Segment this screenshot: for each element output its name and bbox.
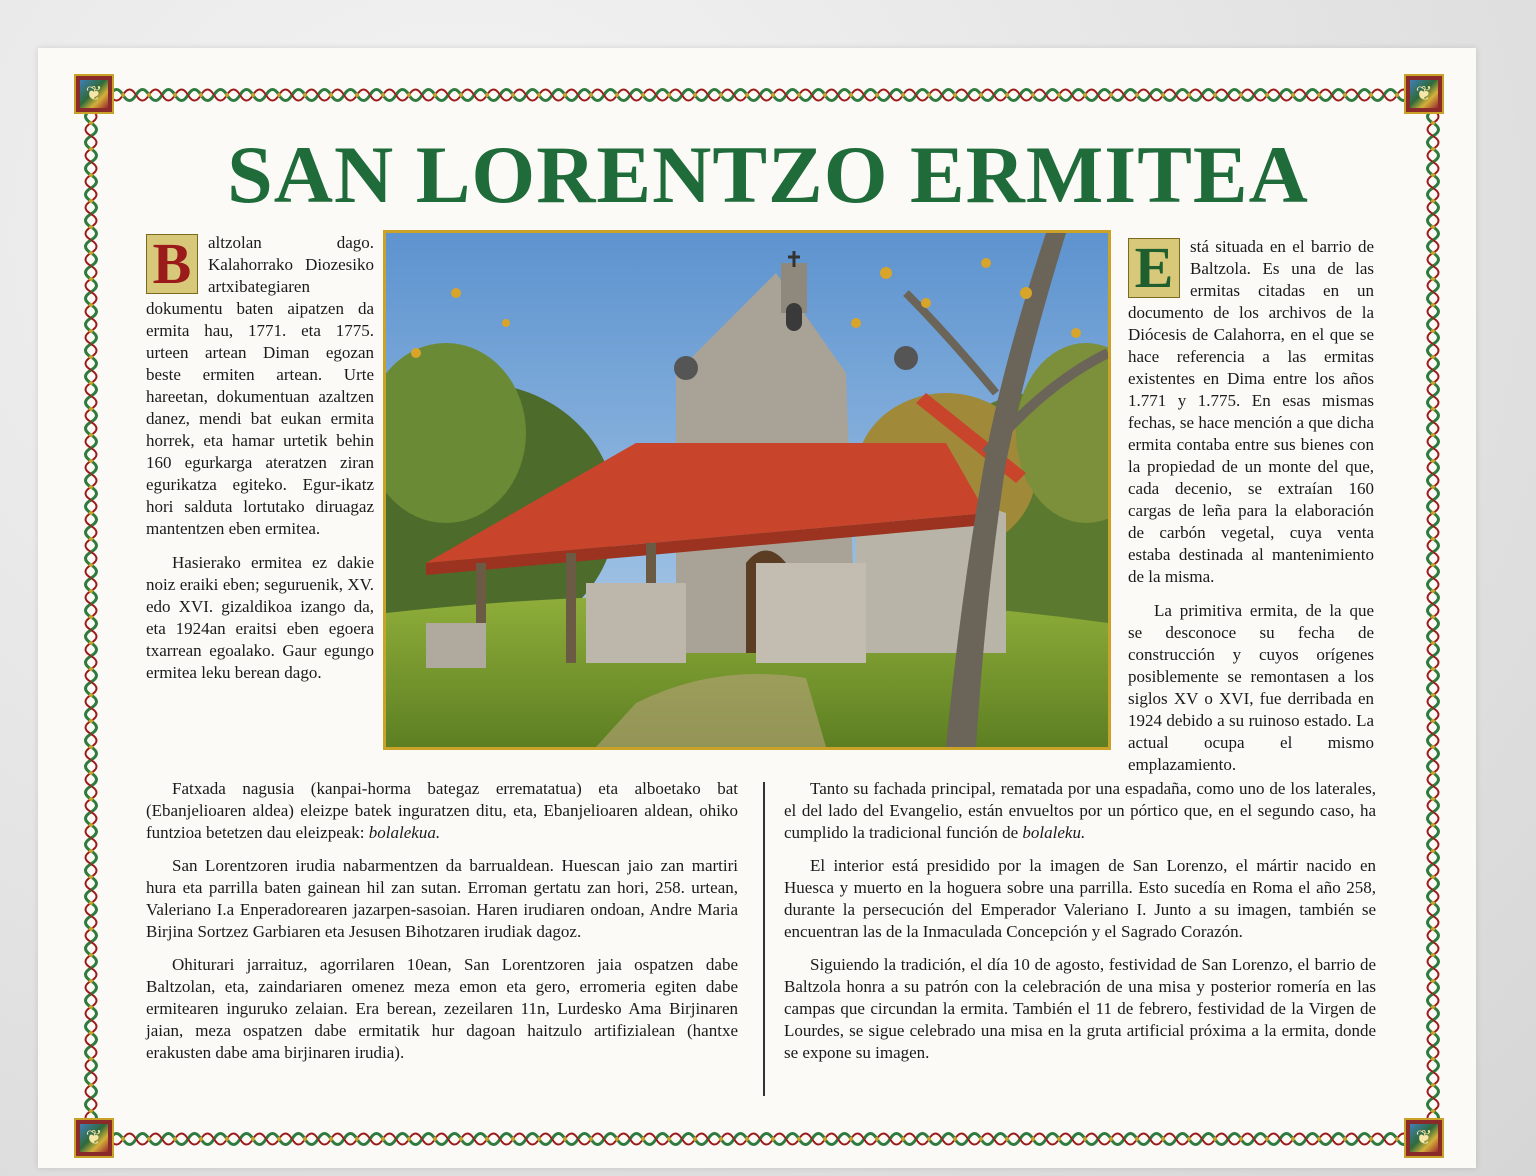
bottom-right-corner-ornament: ❦	[1404, 1118, 1444, 1158]
spanish-body-text-1: Tanto su fachada principal, rematada por una espadaña, como uno de los laterales, el del lado del Evangelio, están envueltos por un pórtico que, en el segundo caso, ha cumplido la tradicional función de	[784, 779, 1376, 842]
spanish-body-column	[784, 778, 1376, 1075]
spanish-intro-paragraph-1	[1128, 236, 1374, 588]
left-vine-border	[76, 110, 106, 1122]
basque-intro-paragraph-1	[146, 232, 374, 540]
basque-intro-column	[146, 232, 374, 696]
basque-body-paragraph-1	[146, 778, 738, 844]
basque-dropcap: B	[146, 234, 198, 294]
top-right-corner-ornament: ❦	[1404, 74, 1444, 114]
column-divider	[763, 782, 765, 1096]
top-vine-border	[110, 80, 1412, 110]
spanish-body-paragraph-3: Siguiendo la tradición, el día 10 de agosto, festividad de San Lorenzo, el barrio de Baltzola honra a su patrón con la celebración de una misa y posterior romería en las campas que circundan la ermita. También el 11 de febrero, festividad de la Virgen de Lourdes, se sigue celebrado una misa en la gruta artificial próxima a la ermita, donde se expone su imagen.	[784, 955, 1376, 1062]
right-vine-border	[1418, 110, 1448, 1122]
spanish-intro-text-1: stá situada en el barrio de Baltzola. Es una de las ermitas citadas en un documento de los archivos de la Diócesis de Calahorra, en el que se hace referencia a las ermitas existentes en Dima entre los años 1.771 y 1.775. En esas mismas fechas, se hace mención a que dicha ermita contaba entre sus bienes con la propiedad de un monte del que, cada decenio, se extraían 160 cargas de leña para la elaboración de carbón vegetal, cuya venta estaba destinada al mantenimiento de la misma.	[1128, 237, 1374, 586]
basque-body-paragraph-3: Ohiturari jarraituz, agorrilaren 10ean, San Lorentzoren jaia ospatzen dabe Baltzolan, eta, zaindariaren omenez meza emon eta gero, erromeria egiten dabe ermitearen inguruko zelaian. Era berean, zezeilaren 11n, Lurdesko Ama Birjinaren jaian, meza ospatzen dabe ermitatik hur dagoan haitzulo artifizialean (hantxe erakusten dabe ama birjinaren irudia).	[146, 955, 738, 1062]
basque-intro-paragraph-2: Hasierako ermitea ez dakie noiz eraiki eben; seguruenik, XV. edo XVI. gizaldikoa izango da, eta 1924an eraitsi eben egoera txarrean egoalako. Gaur egungo ermitea leku berean dago.	[146, 553, 374, 682]
spanish-body-italic-term: bolaleku.	[1022, 823, 1086, 842]
basque-body-paragraph-2: San Lorentzoren irudia nabarmentzen da barrualdean. Huescan jaio zan martiri hura eta parrilla baten gainean hil zan sutan. Erroman gertatu zan hori, 258. urtean, Valeriano I.a Enperadorearen jazarpen-sasoian. Haren irudiaren ondoan, Andre Maria Birjina Sortzez Garbiaren eta Jesusen Bihotzaren irudiak dagoz.	[146, 856, 738, 941]
top-left-corner-ornament: ❦	[74, 74, 114, 114]
page-title: SAN LORENTZO ERMITEA	[227, 129, 1309, 220]
bottom-left-corner-ornament: ❦	[74, 1118, 114, 1158]
spanish-body-paragraph-1	[784, 778, 1376, 844]
hermitage-painting	[383, 230, 1111, 750]
hermitage-illustration	[386, 233, 1108, 747]
spanish-body-paragraph-2: El interior está presidido por la imagen de San Lorenzo, el mártir nacido en Huesca y muerto en la hoguera sobre una parrilla. Esto sucedía en Roma el año 258, durante la persecución del Emperador Valeriano I. Junto a su imagen, también se encuentran las de la Inmaculada Concepción y el Sagrado Corazón.	[784, 856, 1376, 941]
spanish-intro-paragraph-2: La primitiva ermita, de la que se desconoce su fecha de construcción y cuyos orígenes posiblemente se remontasen a los siglos XV o XVI, fue derribada en 1924 debido a su ruinoso estado. La actual ocupa el mismo emplazamiento.	[1128, 601, 1374, 774]
basque-body-text-1: Fatxada nagusia (kanpai-horma bategaz errematatua) eta alboetako bat (Ebanjelioaren aldea) eleizpe batek inguratzen ditu, eta, Ebanjelioaren aldean, ohiko funtzioa betetzen dau eleizpeak:	[146, 779, 738, 842]
spanish-intro-column	[1128, 236, 1374, 788]
basque-intro-text-1: altzolan dago. Kalahorrako Diozesiko artxibategiaren dokumentu baten aipatzen da ermita hau, 1771. eta 1775. urteen artean Diman egozan beste ermiten artean. Urte hareetan, dokumentuan azaltzen danez, mendi bat eukan ermita horrek, eta hamar urtetik behin 160 egurkarga ateratzen ziran egurikatza egiteko. Egur-ikatz hori salduta lortutako diruagaz mantentzen eben ermitea.	[146, 233, 374, 538]
basque-body-italic-term: bolalekua.	[368, 823, 441, 842]
spanish-dropcap: E	[1128, 238, 1180, 298]
bottom-vine-border	[110, 1124, 1412, 1154]
basque-body-column	[146, 778, 738, 1075]
